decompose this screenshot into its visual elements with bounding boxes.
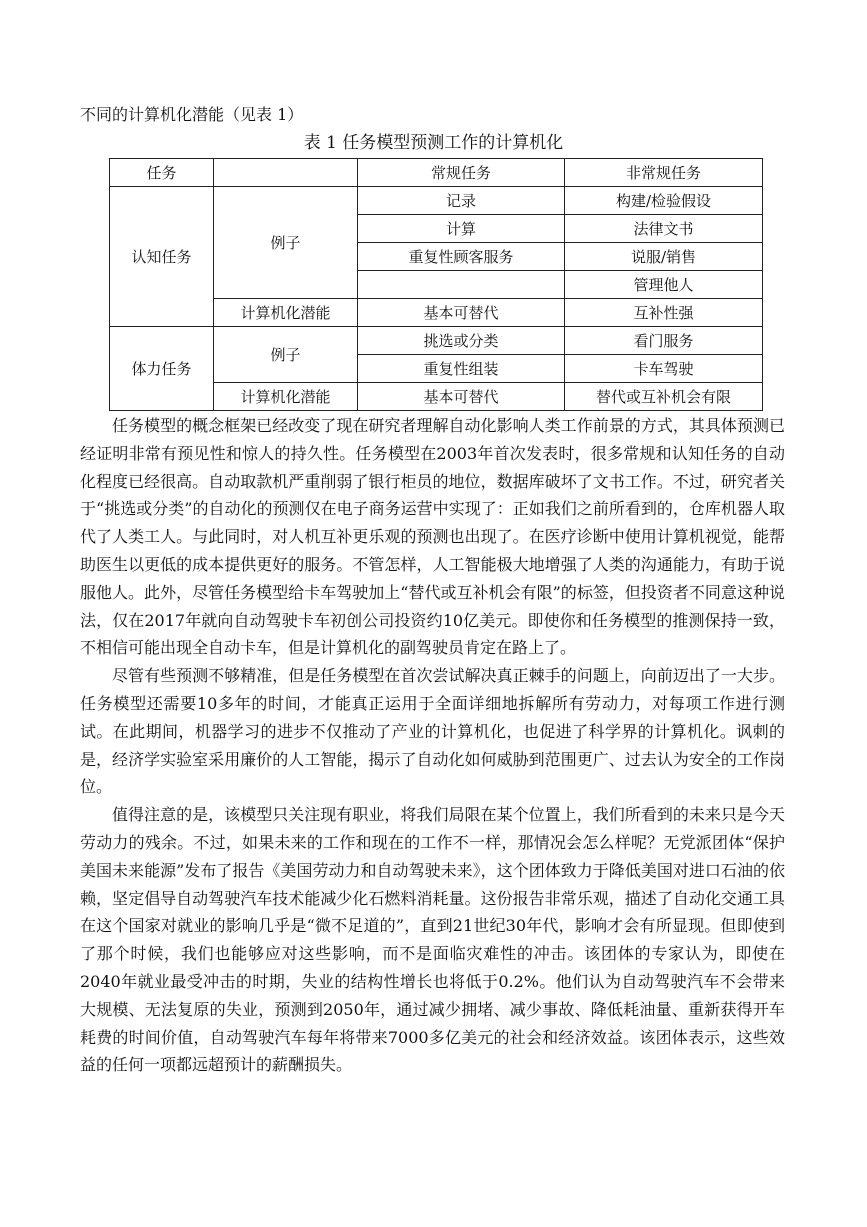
- header-nonroutine: 非常规任务: [565, 159, 763, 187]
- cell-routine: 重复性顾客服务: [358, 243, 565, 271]
- table-caption: 表 1 任务模型预测工作的计算机化: [303, 133, 564, 153]
- paragraph: 值得注意的是，该模型只关注现有职业，将我们局限在某个位置上，我们所看到的未来只是今天劳动力的残余。不过，如果未来的工作和现在的工作不一样，那情况会怎么样呢？无党派团体“保护美国未来能源”发布了报告《美国劳动力和自动驾驶未来》，这个团体致力于降低美国对进口石油的依赖，坚定倡导自动驾驶汽车技术能减少化石燃料消耗量。这份报告非常乐观，描述了自动化交通工具在这个国家对就业的影响几乎是“微不足道的”，直到21世纪30年代，影响才会有所显现。但即使到了那个时候，我们也能够应对这些影响，而不是面临灾难性的冲击。该团体的专家认为，即使在2040年就业最受冲击的时期，失业的结构性增长也将低于0.2%。他们认为自动驾驶汽车不会带来大规模、无法复原的失业，预测到2050年，通过减少拥堵、减少事故、降低耗油量、重新获得开车耗费的时间价值，自动驾驶汽车每年将带来7000多亿美元的社会和经济效益。该团体表示，这些效益的任何一项都远超预计的薪酬损失。: [80, 805, 785, 1075]
- table-header-row: [110, 159, 763, 187]
- cognitive-example-label: 例子: [214, 187, 358, 299]
- cell-nonroutine: 说服/销售: [565, 243, 763, 271]
- cell-nonroutine: 替代或互补机会有限: [565, 383, 763, 411]
- body-text: [80, 412, 785, 1079]
- paragraph: 任务模型的概念框架已经改变了现在研究者理解自动化影响人类工作前景的方式，其具体预测已经证明非常有预见性和惊人的持久性。任务模型在2003年首次发表时，很多常规和认知任务的自动化程度已经很高。自动取款机严重削弱了银行柜员的地位，数据库破坏了文书工作。不过，研究者关于“挑选或分类”的自动化的预测仅在电子商务运营中实现了：正如我们之前所看到的，仓库机器人取代了人类工人。与此同时，对人机互补更乐观的预测也出现了。在医疗诊断中使用计算机视觉，能帮助医生以更低的成本提供更好的服务。不管怎样，人工智能极大地增强了人类的沟通能力，有助于说服他人。此外，尽管任务模型给卡车驾驶加上“替代或互补机会有限”的标签，但投资者不同意这种说法，仅在2017年就向自动驾驶卡车初创公司投资约10亿美元。即使你和任务模型的推测保持一致，不相信可能出现全自动卡车，但是计算机化的副驾驶员肯定在路上了。: [80, 416, 785, 658]
- cell-nonroutine: 管理他人: [565, 271, 763, 299]
- cell-routine: 基本可替代: [358, 299, 565, 327]
- cell-nonroutine: 法律文书: [565, 215, 763, 243]
- cell-routine: 基本可替代: [358, 383, 565, 411]
- cell-routine: [358, 271, 565, 299]
- header-routine: 常规任务: [358, 159, 565, 187]
- cell-routine: 挑选或分类: [358, 327, 565, 355]
- physical-example-label: 例子: [214, 327, 358, 383]
- cell-routine: 记录: [358, 187, 565, 215]
- cell-routine: 重复性组装: [358, 355, 565, 383]
- paragraph: 尽管有些预测不够精准，但是任务模型在首次尝试解决真正棘手的问题上，向前迈出了一大步。任务模型还需要10多年的时间，才能真正运用于全面详细地拆解所有劳动力，对每项工作进行测试。在此期间，机器学习的进步不仅推动了产业的计算机化，也促进了科学界的计算机化。讽刺的是，经济学实验室采用廉价的人工智能，揭示了自动化如何威胁到范围更广、过去认为安全的工作岗位。: [80, 666, 785, 797]
- cognitive-task-label: 认知任务: [110, 187, 214, 327]
- cell-nonroutine: 卡车驾驶: [565, 355, 763, 383]
- cognitive-potential-label: 计算机化潜能: [214, 299, 358, 327]
- table-row: [110, 187, 763, 215]
- cell-routine: 计算: [358, 215, 565, 243]
- physical-task-label: 体力任务: [110, 327, 214, 411]
- cell-nonroutine: 看门服务: [565, 327, 763, 355]
- physical-potential-label: 计算机化潜能: [214, 383, 358, 411]
- cell-nonroutine: 互补性强: [565, 299, 763, 327]
- table-row: [110, 327, 763, 355]
- header-blank: [214, 159, 358, 187]
- cell-nonroutine: 构建/检验假设: [565, 187, 763, 215]
- task-model-table: [109, 158, 763, 411]
- header-task: 任务: [110, 159, 214, 187]
- intro-line: 不同的计算机化潜能（见表 1）: [80, 105, 304, 124]
